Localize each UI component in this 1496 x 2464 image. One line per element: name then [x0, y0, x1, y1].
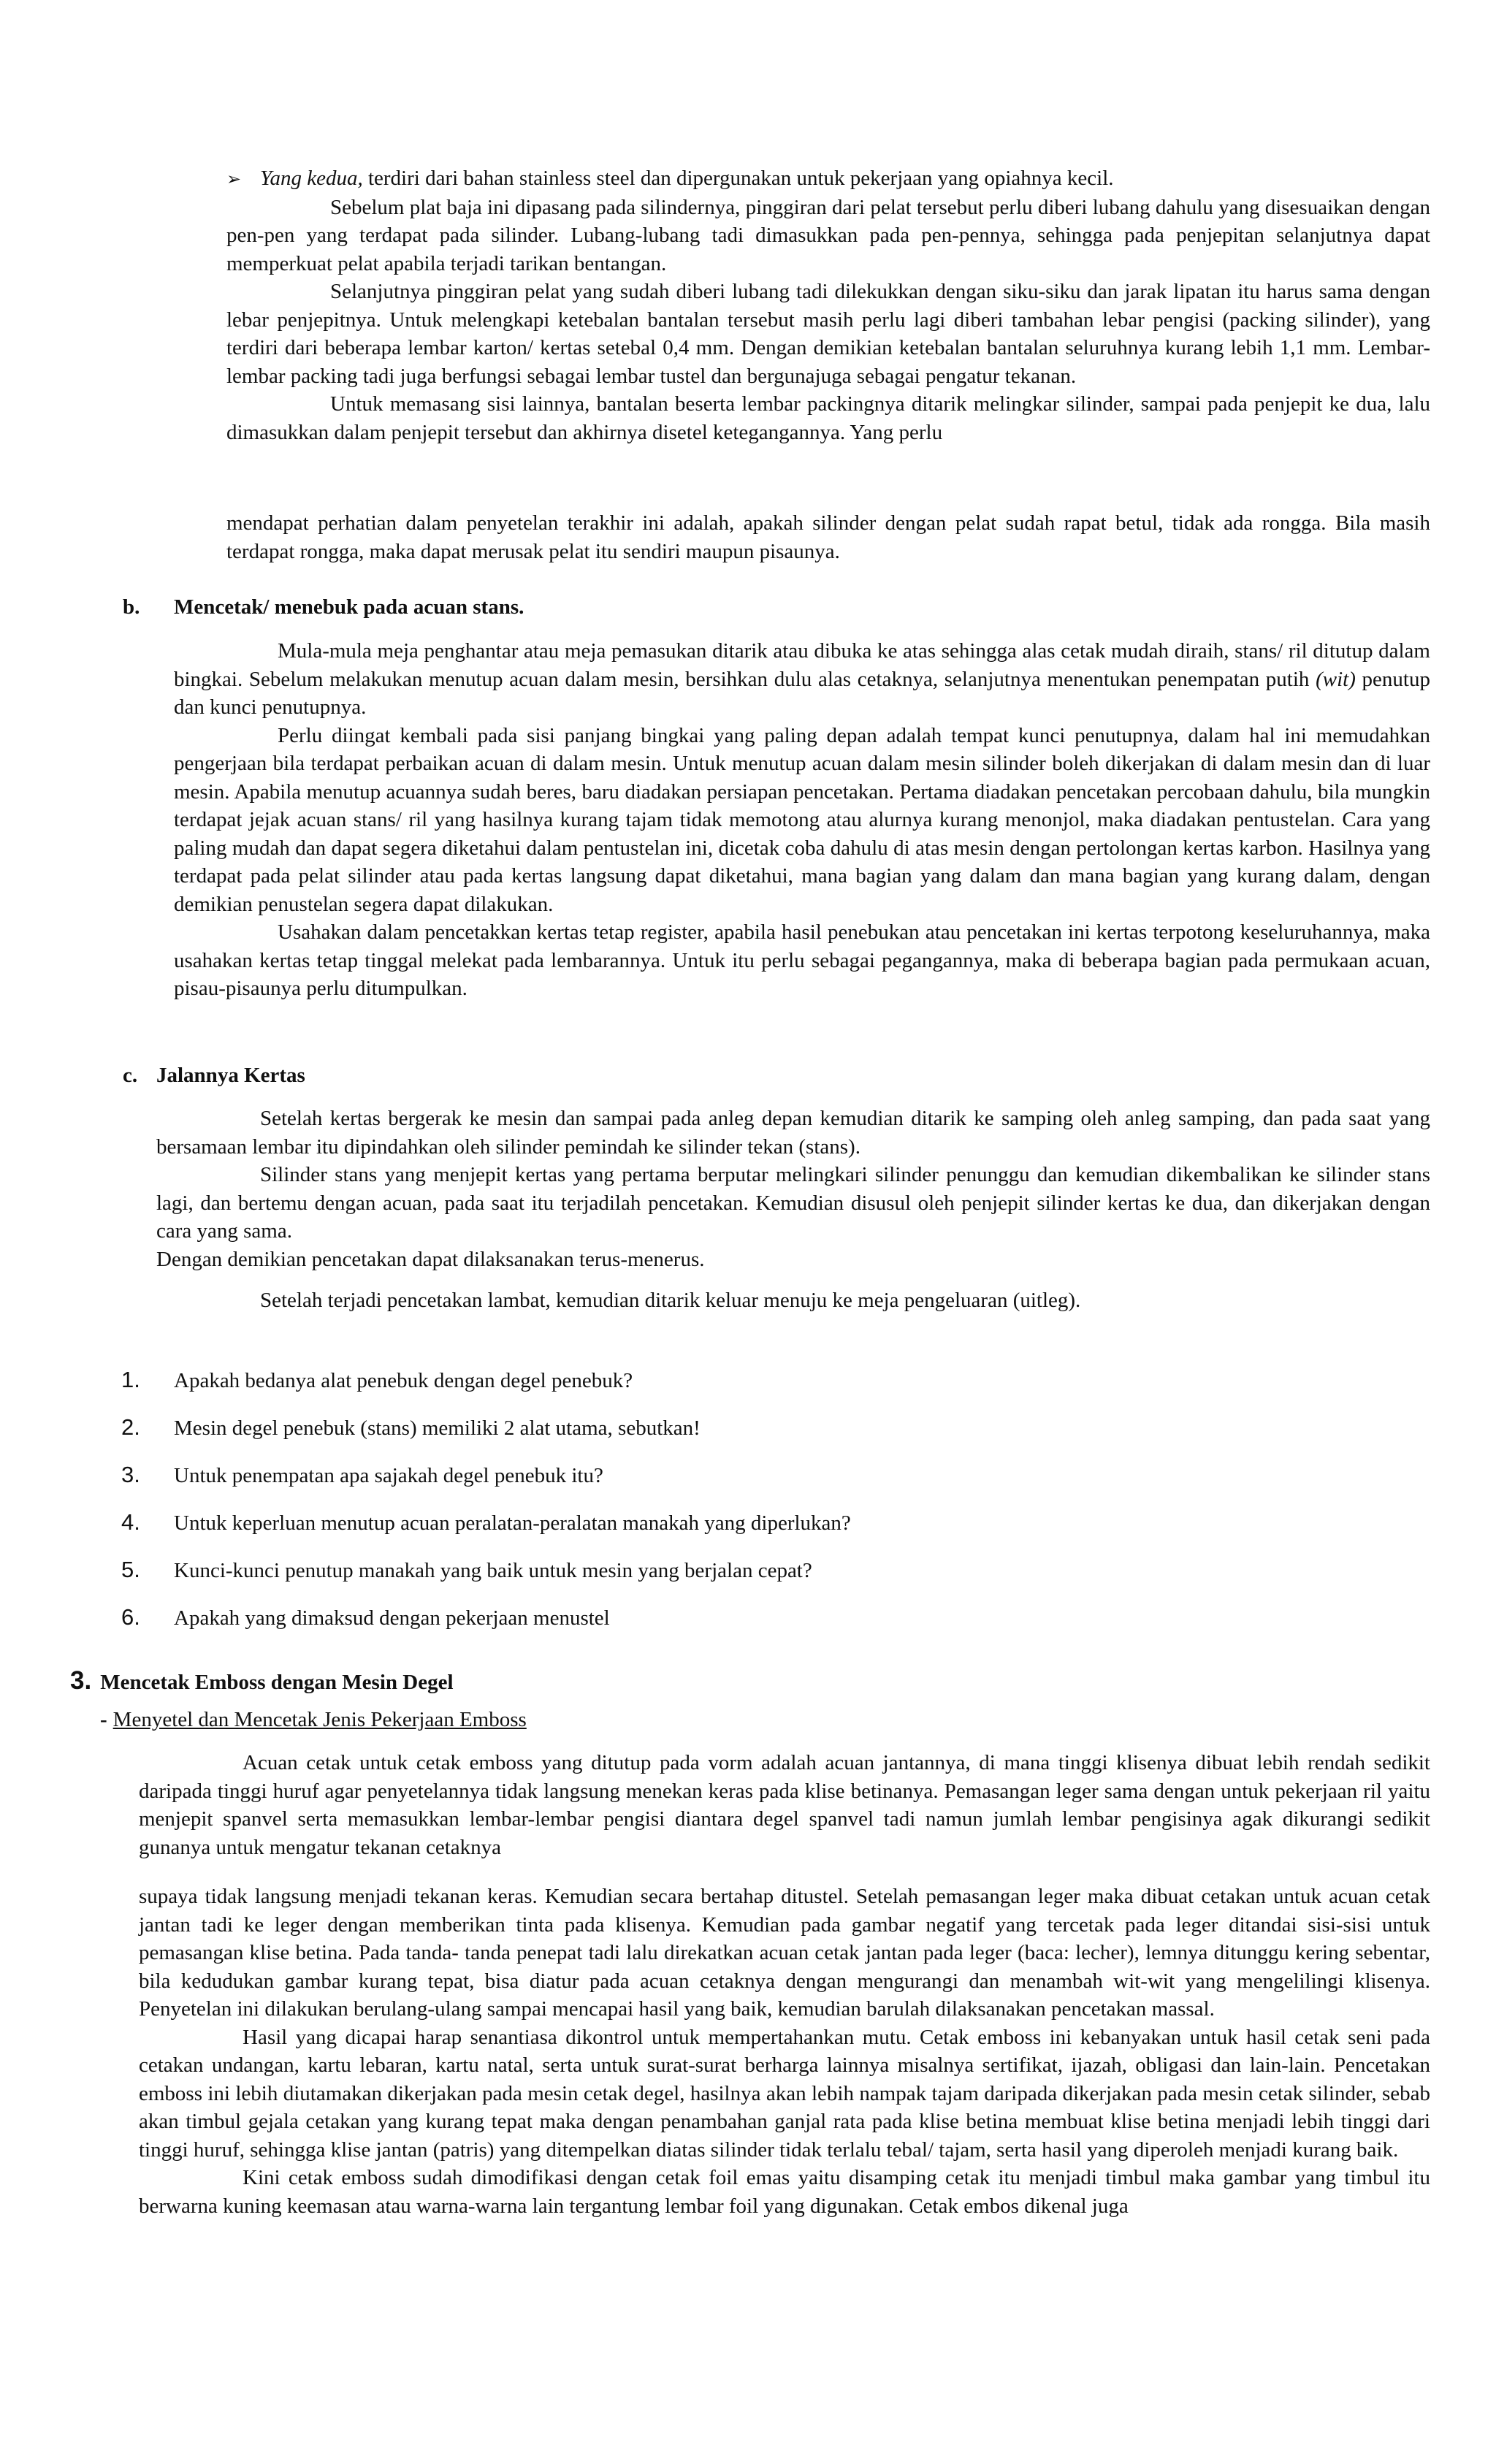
- bullet-text: terdiri dari bahan stainless steel dan dipergunakan untuk pekerjaan yang opiahnya kecil.: [362, 167, 1114, 190]
- question-item: 1. Apakah bedanya alat penebuk dengan degel penebuk?: [121, 1367, 633, 1392]
- paragraph: supaya tidak langsung menjadi tekanan keras. Kemudian secara bertahap ditustel. Setelah pemasangan leger maka dibuat cetakan untuk acuan cetak jantan tadi ke leger dengan memberikan tinta pada klisenya. Kemudian pada gambar negatif yang tercetak pada leger ditandai sisi-sisi untuk pemasangan klise betina. Pada tanda- tanda penepat tadi lalu direkatkan acuan cetak jantan pada leger (baca: lecher), lemnya ditunggu kering sebentar, bila kedudukan gambar kurang tepat, bisa diatur pada acuan cetaknya dengan mengurangi dan menambah wit-wit yang mengelilingi klisenya. Penyetelan ini dilakukan berulang-ulang sampai mencapai hasil yang baik, kemudian barulah dilaksanakan pencetakan massal.: [139, 1885, 1430, 2021]
- section-c-heading: [123, 1061, 305, 1090]
- question-item: 3. Untuk penempatan apa sajakah degel penebuk itu?: [121, 1462, 603, 1487]
- section-b-title: Mencetak/ menebuk pada acuan stans.: [174, 595, 524, 619]
- section-3-body-continued: [139, 1883, 1430, 2220]
- section-3-title: Mencetak Emboss dengan Mesin Degel: [100, 1671, 454, 1694]
- section-c-label: c.: [123, 1064, 138, 1087]
- paragraph: Sebelum plat baja ini dipasang pada silindernya, pinggiran dari pelat tersebut perlu diberi lubang dahulu yang disesuaikan dengan pen-pen yang terdapat pada silinder. Lubang-lubang tadi dimasukkan pada pen-pennya, sehingga pada penjepitan selanjutnya dapat memperkuat pelat apabila terjadi tarikan bentangan.: [226, 195, 1430, 275]
- question-item: 4. Untuk keperluan menutup acuan peralatan-peralatan manakah yang diperlukan?: [121, 1509, 851, 1535]
- paragraph: Hasil yang dicapai harap senantiasa dikontrol untuk mempertahankan mutu. Cetak emboss ini kebanyakan untuk hasil cetak seni pada cetakan undangan, kartu lebaran, kartu natal, serta untuk surat-surat berharga lainnya misalnya sertifikat, ijazah, obligasi dan lain-lain. Pencetakan emboss ini lebih diutamakan dikerjakan pada mesin cetak degel, hasilnya akan lebih nampak tajam daripada dikerjakan pada mesin cetak silinder, sebab akan timbul gejala cetakan yang kurang tepat maka dengan penambahan ganjal rata pada klise betina membuat klise betina menjadi lebih tinggi dari tinggi huruf, sehingga klise jantan (patris) yang ditempelkan diatas silinder tidak terlalu tebal/ tajam, serta hasil yang diperoleh menjadi kurang baik.: [139, 2025, 1430, 2162]
- paragraph: Setelah kertas bergerak ke mesin dan sampai pada anleg depan kemudian ditarik ke samping oleh anleg samping, dan pada saat yang bersamaan lembar itu dipindahkan oleh silinder pemindah ke silinder tekan (stans).: [156, 1107, 1430, 1159]
- arrow-bullet-icon: ➢: [226, 169, 242, 189]
- section-3-heading: [70, 1667, 454, 1697]
- paragraph: Acuan cetak untuk cetak emboss yang ditutup pada vorm adalah acuan jantannya, di mana tinggi klisenya dibuat lebih rendah sedikit daripada tinggi huruf agar penyetelannya tidak langsung menekan keras pada klise betinanya. Pemasangan leger sama dengan untuk pekerjaan ril yaitu menjepit spanvel serta memasukkan lembar-lembar pengisi diantara degel spanvel tadi namun jumlah lembar pengisinya agak dikurangi sedikit gunanya untuk mengatur tekanan cetaknya: [139, 1751, 1430, 1859]
- question-item: 6. Apakah yang dimaksud dengan pekerjaan menustel: [121, 1604, 610, 1630]
- paragraph: mendapat perhatian dalam penyetelan terakhir ini adalah, apakah silinder dengan pelat sudah rapat betul, tidak ada rongga. Bila masih terdapat rongga, maka dapat merusak pelat itu sendiri maupun pisaunya.: [226, 511, 1430, 563]
- section-b-heading: [123, 593, 524, 622]
- paragraph: Silinder stans yang menjepit kertas yang pertama berputar melingkari silinder penunggu dan kemudian dikembalikan ke silinder stans lagi, dan bertemu dengan acuan, pada saat itu terjadilah pencetakan. Kemudian disusul oleh penjepit silinder kertas ke dua, dan dikerjakan dengan cara yang sama.: [156, 1163, 1430, 1243]
- paragraph: Usahakan dalam pencetakkan kertas tetap register, apabila hasil penebukan atau pencetakan ini kertas terpotong keseluruhannya, maka usahakan kertas tetap tinggal melekat pada lembarannya. Untuk itu perlu sebagai pegangannya, maka di beberapa bagian pada permukaan acuan, pisau-pisaunya perlu ditumpulkan.: [174, 920, 1430, 1000]
- paragraph: Perlu diingat kembali pada sisi panjang bingkai yang paling depan adalah tempat kunci penutupnya, dalam hal ini memudahkan pengerjaan bila terdapat perbaikan acuan di dalam mesin. Untuk menutup acuan dalam mesin silinder boleh dikerjakan di dalam mesin dan di luar mesin. Apabila menutup acuannya sudah beres, baru diadakan persiapan pencetakan. Pertama diadakan pencetakan percobaan dahulu, bila mungkin terdapat jejak acuan stans/ ril yang hasilnya kurang tajam tidak memotong atau alurnya kurang menonjol, maka diadakan pentustelan. Cara yang paling mudah dan dapat segera diketahui dalam pentustelan ini, dicetak coba dahulu di atas mesin dengan pertolongan kertas karbon. Hasilnya yang terdapat pada pelat silinder atau pada kertas langsung dapat diketahui, mana bagian yang dalam dan mana bagian yang kurang dalam, dengan demikian penustelan segera dapat dilakukan.: [174, 723, 1430, 916]
- bullet-item: [226, 164, 1430, 194]
- section-b-label: b.: [123, 595, 140, 619]
- section-a-continued: [226, 164, 1430, 446]
- question-item: 5. Kunci-kunci penutup manakah yang baik untuk mesin yang berjalan cepat?: [121, 1557, 812, 1582]
- paragraph: Setelah terjadi pencetakan lambat, kemudian ditarik keluar menuju ke meja pengeluaran (uitleg).: [260, 1289, 1081, 1312]
- section-b-body: [174, 637, 1430, 1003]
- paragraph: Mula-mula meja penghantar atau meja pemasukan ditarik atau dibuka ke atas sehingga alas cetak mudah diraih, stans/ ril ditutup dalam bingkai. Sebelum melakukan menutup acuan dalam mesin, bersihkan dulu alas cetaknya, selanjutnya menentukan penempatan putih (wit) penutup dan kunci penutupnya.: [174, 639, 1430, 719]
- section-a-continuation: [226, 509, 1430, 565]
- paragraph: Dengan demikian pencetakan dapat dilaksanakan terus-menerus.: [156, 1247, 705, 1271]
- paragraph: Kini cetak emboss sudah dimodifikasi dengan cetak foil emas yaitu disamping cetak itu menjadi timbul maka gambar yang timbul itu berwarna kuning keemasan atau warna-warna lain tergantung lembar foil yang digunakan. Cetak embos dikenal juga: [139, 2166, 1430, 2218]
- section-3-subheading: - Menyetel dan Mencetak Jenis Pekerjaan Emboss: [100, 1706, 527, 1734]
- bullet-italic-text: Yang kedua,: [260, 167, 363, 190]
- paragraph: Untuk memasang sisi lainnya, bantalan beserta lembar packingnya ditarik melingkar silinder, sampai pada penjepit ke dua, lalu dimasukkan dalam penjepit tersebut dan akhirnya disetel ketegangannya. Yang perlu: [226, 392, 1430, 444]
- section-c-body: [156, 1105, 1430, 1315]
- section-3-body: [139, 1749, 1430, 1861]
- question-item: 2. Mesin degel penebuk (stans) memiliki 2 alat utama, sebutkan!: [121, 1414, 701, 1440]
- section-3-number: 3.: [70, 1666, 92, 1695]
- section-c-title: Jalannya Kertas: [156, 1064, 305, 1087]
- paragraph: Selanjutnya pinggiran pelat yang sudah diberi lubang tadi dilekukkan dengan siku-siku dan jarak lipatan itu harus sama dengan lebar penjepitnya. Untuk melengkapi ketebalan bantalan tersebut masih perlu lagi diberi tambahan lebar pengisi (packing silinder), yang terdiri dari beberapa lembar karton/ kertas setebal 0,4 mm. Dengan demikian ketebalan bantalan seluruhnya kurang lebih 1,1 mm. Lembar-lembar packing tadi juga berfungsi sebagai lembar tustel dan bergunajuga sebagai pengatur tekanan.: [226, 280, 1430, 388]
- section-3-subtitle: Menyetel dan Mencetak Jenis Pekerjaan Emboss: [112, 1708, 527, 1731]
